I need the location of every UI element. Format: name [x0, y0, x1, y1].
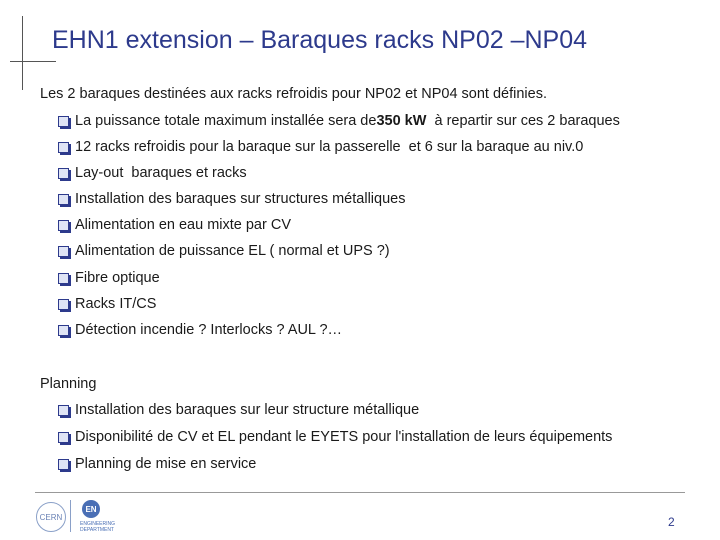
planning-heading: Planning — [40, 376, 97, 392]
checkbox-bullet-icon — [58, 142, 69, 153]
title-decoration-horizontal-line — [10, 61, 56, 62]
checkbox-bullet-icon — [58, 432, 69, 443]
logo-separator — [70, 500, 71, 532]
intro-text: Les 2 baraques destinées aux racks refroidis pour NP02 et NP04 sont définies. — [40, 86, 547, 102]
checkbox-bullet-icon — [58, 299, 69, 310]
bullet-text: Racks IT/CS — [75, 296, 157, 312]
cern-logo — [36, 502, 66, 532]
bullet-item-6 — [58, 243, 390, 259]
page-number: 2 — [668, 515, 675, 529]
bullet-item-7 — [58, 270, 160, 286]
bullet-text-before: La puissance totale maximum installée sera de — [75, 113, 377, 129]
checkbox-bullet-icon — [58, 194, 69, 205]
slide-title: EHN1 extension – Baraques racks NP02 –NP04 — [52, 26, 588, 54]
bullet-item-3 — [58, 165, 247, 181]
bullet-text-bold: 350 kW — [376, 113, 427, 129]
planning-item-3 — [58, 456, 256, 472]
bullet-item-9 — [58, 322, 342, 338]
bullet-text: 12 racks refroidis pour la baraque sur la passerelle et 6 sur la baraque au niv.0 — [75, 139, 584, 155]
bullet-text: Installation des baraques sur structures métalliques — [75, 191, 406, 207]
cern-logo-text: CERN — [39, 512, 63, 522]
footer-divider — [35, 492, 685, 493]
planning-item-1 — [58, 402, 419, 418]
planning-item-2 — [58, 429, 612, 445]
bullet-text: Fibre optique — [75, 270, 160, 286]
checkbox-bullet-icon — [58, 273, 69, 284]
bullet-item-4 — [58, 191, 405, 207]
bullet-text: Alimentation de puissance EL ( normal et UPS ?) — [75, 243, 390, 259]
bullet-item-2 — [58, 139, 583, 155]
en-logo-text: EN — [85, 504, 97, 514]
bullet-text: Lay-out baraques et racks — [75, 165, 247, 181]
bullet-text-after: à repartir sur ces 2 baraques — [426, 113, 620, 129]
bullet-text: Disponibilité de CV et EL pendant le EYETS pour l'installation de leurs équipements — [75, 429, 613, 445]
title-decoration-vertical-line — [22, 16, 23, 90]
en-department-logo — [82, 500, 100, 518]
checkbox-bullet-icon — [58, 220, 69, 231]
bullet-text: Installation des baraques sur leur structure métallique — [75, 402, 420, 418]
bullet-text: Détection incendie ? Interlocks ? AUL ?… — [75, 322, 343, 338]
bullet-text: Planning de mise en service — [75, 456, 257, 472]
checkbox-bullet-icon — [58, 325, 69, 336]
checkbox-bullet-icon — [58, 116, 69, 127]
bullet-item-8 — [58, 296, 156, 312]
bullet-text: Alimentation en eau mixte par CV — [75, 217, 291, 233]
checkbox-bullet-icon — [58, 459, 69, 470]
checkbox-bullet-icon — [58, 405, 69, 416]
checkbox-bullet-icon — [58, 246, 69, 257]
checkbox-bullet-icon — [58, 168, 69, 179]
bullet-item-1 — [58, 113, 620, 129]
bullet-item-5 — [58, 217, 291, 233]
en-logo-subtitle: ENGINEERING DEPARTMENT — [80, 521, 116, 533]
